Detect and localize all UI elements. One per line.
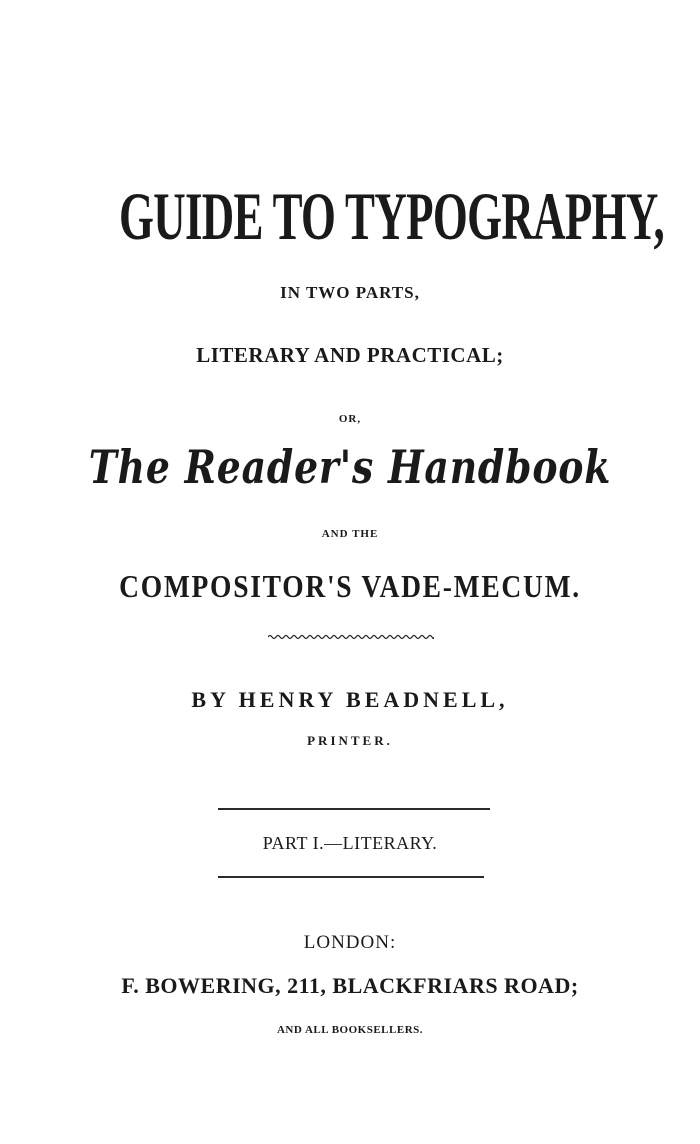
part-label: PART I.—LITERARY. <box>262 833 438 853</box>
city-line: LONDON: <box>303 932 397 953</box>
compositor-title: COMPOSITOR'S VADE-MECUM. <box>119 568 581 604</box>
subtitle-parts: IN TWO PARTS, <box>280 283 420 302</box>
rule-top <box>218 808 490 810</box>
book-title: GUIDE TO TYPOGRAPHY, <box>118 178 665 254</box>
wavy-rule <box>268 632 434 642</box>
and-the-connector: AND THE <box>321 528 379 540</box>
author-line: BY HENRY BEADNELL, <box>191 687 509 712</box>
subtitle-kinds: LITERARY AND PRACTICAL; <box>196 343 504 367</box>
publisher-line: F. BOWERING, 211, BLACKFRIARS ROAD; <box>121 973 579 998</box>
or-connector: OR, <box>338 413 362 425</box>
booksellers-line: AND ALL BOOKSELLERS. <box>276 1024 424 1036</box>
alternate-title: The Reader's Handbook <box>88 440 612 494</box>
author-role: PRINTER. <box>307 733 393 748</box>
rule-bottom <box>218 876 484 878</box>
